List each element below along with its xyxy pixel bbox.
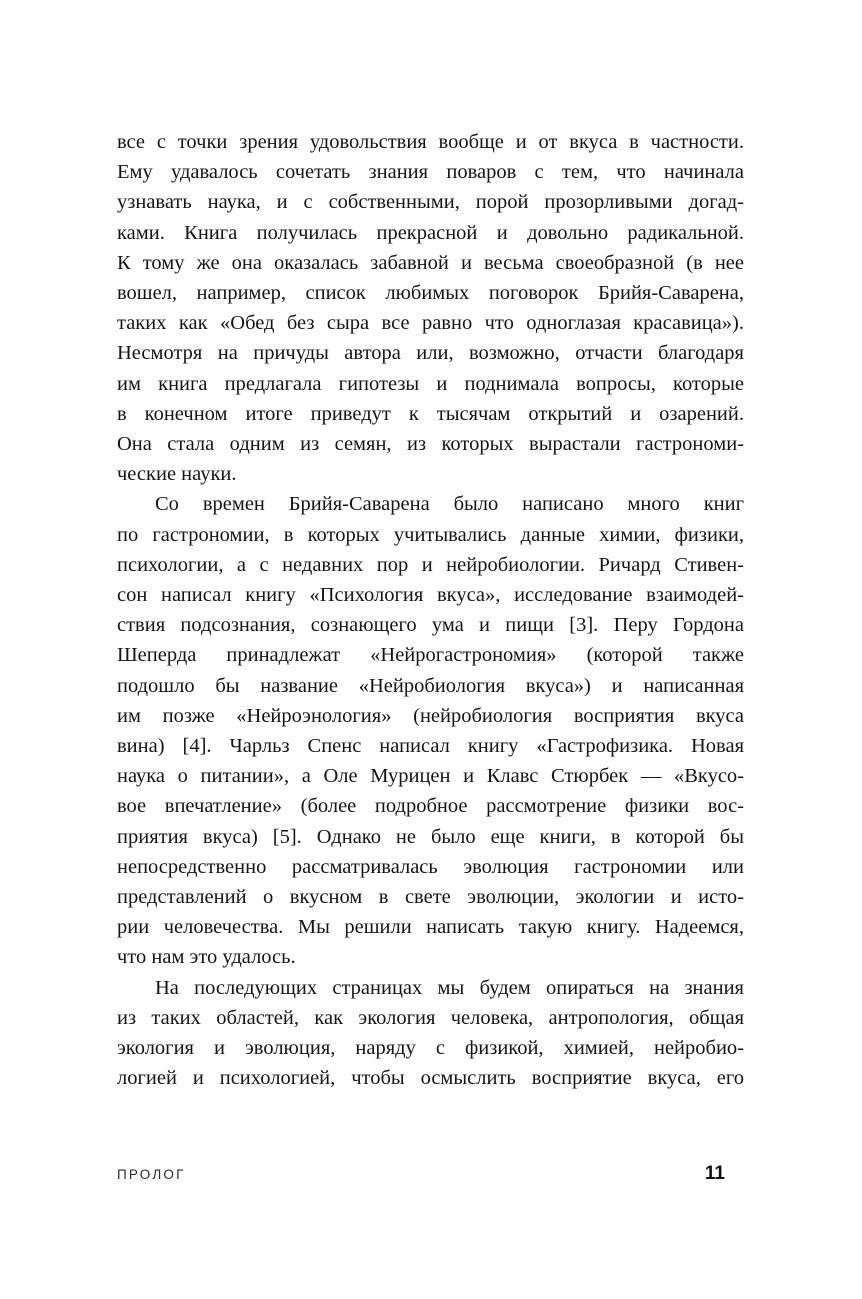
page-footer: [117, 1163, 744, 1185]
text-line: логией и психологией, чтобы осмыслить восприятие вкуса, его: [117, 1067, 744, 1090]
text-line: из таких областей, как экология человека, антропология, общая: [117, 1006, 744, 1029]
text-line: в конечном итоге приведут к тысячам открытий и озарений.: [117, 402, 744, 425]
text-line: вое впечатление» (более подробное рассмотрение физики вос-: [117, 795, 744, 818]
text-line: подошло бы название «Нейробиология вкуса») и написанная: [117, 674, 744, 697]
text-line: им позже «Нейроэнология» (нейробиология восприятия вкуса: [117, 704, 744, 727]
text-line: наука о питании», а Оле Мурицен и Клавс Стюрбек — «Вкусо-: [117, 765, 744, 788]
text-line: что нам это удалось.: [117, 946, 296, 969]
text-line: непосредственно рассматривалась эволюция гастрономии или: [117, 855, 744, 878]
text-line: представлений о вкусном в свете эволюции, экологии и исто-: [117, 886, 744, 909]
text-line: вина) [4]. Чарльз Спенс написал книгу «Гастрофизика. Новая: [117, 735, 744, 758]
text-line: вошел, например, список любимых поговорок Брийя-Саварена,: [117, 282, 744, 305]
text-line: Ему удавалось сочетать знания поваров с тем, что начинала: [117, 161, 744, 184]
text-line: рии человечества. Мы решили написать такую книгу. Надеемся,: [117, 916, 744, 939]
text-line: Шеперда принадлежат «Нейрогастрономия» (которой также: [117, 644, 744, 667]
text-line: сон написал книгу «Психология вкуса», исследование взаимодей-: [117, 584, 744, 607]
text-line: ками. Книга получилась прекрасной и довольно радикальной.: [117, 221, 744, 244]
text-line: ствия подсознания, сознающего ума и пищи [3]. Перу Гордона: [117, 614, 744, 637]
text-line: Несмотря на причуды автора или, возможно, отчасти благодаря: [117, 342, 744, 365]
text-line: приятия вкуса) [5]. Однако не было еще книги, в которой бы: [117, 825, 744, 848]
text-line: таких как «Обед без сыра все равно что одноглазая красавица»).: [117, 312, 744, 335]
text-line: узнавать наука, и с собственными, порой прозорливыми догад-: [117, 191, 744, 214]
text-line: Она стала одним из семян, из которых вырастали гастрономи-: [117, 433, 744, 456]
text-block: [117, 127, 744, 1094]
text-line: Со времен Брийя-Саварена было написано много книг: [155, 493, 744, 516]
running-footer-section: ПРОЛОГ: [117, 1167, 186, 1182]
text-line: по гастрономии, в которых учитывались данные химии, физики,: [117, 523, 744, 546]
page-number: 11: [704, 1163, 725, 1184]
text-line: ческие науки.: [117, 463, 237, 486]
text-line: экология и эволюция, наряду с физикой, химией, нейробио-: [117, 1037, 744, 1060]
text-line: психологии, а с недавних пор и нейробиологии. Ричард Стивен-: [117, 553, 744, 576]
text-line: К тому же она оказалась забавной и весьма своеобразной (в нее: [117, 251, 744, 274]
text-line: им книга предлагала гипотезы и поднимала вопросы, которые: [117, 372, 744, 395]
text-line: все с точки зрения удовольствия вообще и от вкуса в частности.: [117, 131, 744, 153]
text-line: На последующих страницах мы будем опираться на знания: [155, 976, 744, 999]
